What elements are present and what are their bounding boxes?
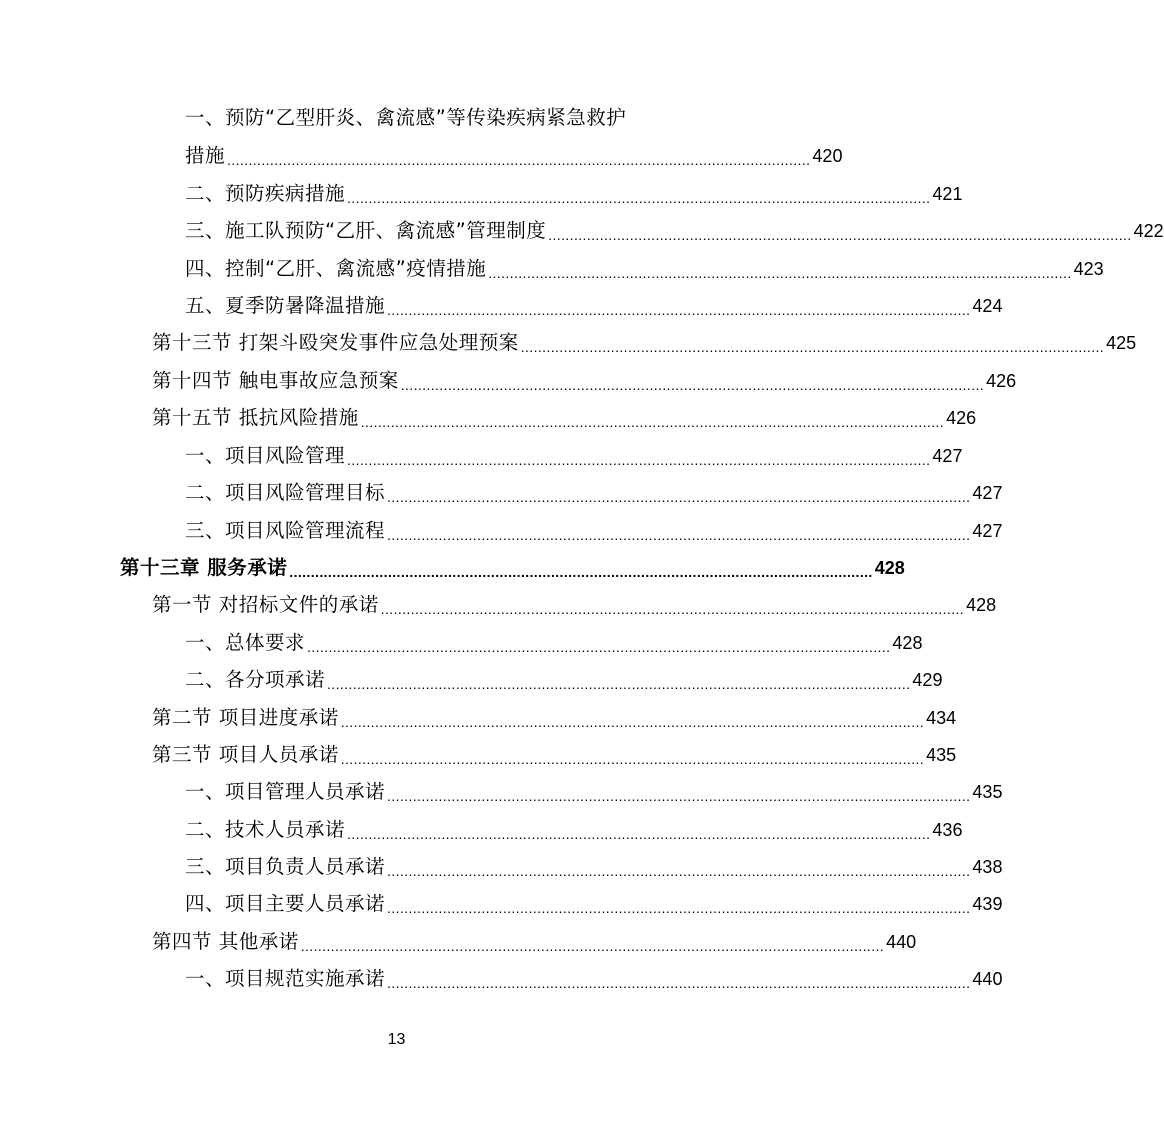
toc-entry[interactable] [185,141,843,171]
toc-leader-dots: ........................................................................................................................................ [488,265,1072,281]
toc-entry-title: 第十三章 服务承诺 [120,556,288,579]
toc-leader-dots: ........................................................................................................................................ [347,190,931,206]
toc-entry-title: 二、技术人员承诺 [185,818,346,841]
toc-page-number: 420 [812,146,843,166]
toc-page-number: 426 [946,408,977,428]
toc-entry[interactable] [152,366,1017,396]
toc-entry[interactable] [185,964,1003,994]
toc-page-number: 422 [1133,221,1164,241]
toc-leader-dots: ........................................................................................................................................ [387,788,971,804]
toc-entry[interactable] [185,628,923,658]
toc-leader-dots: ........................................................................................................................................ [340,751,925,767]
toc-leader-dots: ........................................................................................................................................ [387,527,971,543]
toc-page-number: 423 [1073,259,1104,279]
toc-leader-dots: ........................................................................................................................................ [387,900,971,916]
toc-entry-title: 二、各分项承诺 [185,668,326,691]
toc-entry-title: 一、项目管理人员承诺 [185,780,386,803]
toc-entry-title: 五、夏季防暑降温措施 [185,294,386,317]
toc-page-number: 435 [972,782,1003,802]
toc-entry-title: 第二节 项目进度承诺 [152,706,339,729]
toc-leader-dots: ........................................................................................................................................ [340,714,925,730]
toc-leader-dots: ........................................................................................................................................ [400,377,985,393]
toc-entry[interactable] [185,665,943,695]
toc-entry-title: 三、项目风险管理流程 [185,519,386,542]
toc-entry-title: 措施 [185,144,226,167]
toc-leader-dots: ........................................................................................................................................ [387,489,971,505]
toc-chapter-entry[interactable] [120,553,905,583]
toc-entry[interactable] [152,590,997,620]
toc-entry[interactable] [185,254,1104,284]
toc-entry[interactable] [152,927,917,957]
toc-page-number: 426 [986,371,1017,391]
toc-entry-title: 第三节 项目人员承诺 [152,743,339,766]
toc-entry-title: 二、项目风险管理目标 [185,481,386,504]
toc-page-number: 436 [932,820,963,840]
toc-page-number: 434 [926,708,957,728]
toc-page-number: 440 [886,932,917,952]
toc-leader-dots: ........................................................................................................................................ [227,152,811,168]
page-number-footer: 13 [387,1031,406,1048]
toc-leader-dots: ........................................................................................................................................ [548,227,1132,243]
toc-entry[interactable] [185,777,1003,807]
toc-leader-dots: ........................................................................................................................................ [387,975,971,991]
toc-entry[interactable] [185,441,963,471]
toc-entry[interactable] [185,516,1003,546]
toc-entry-title: 四、项目主要人员承诺 [185,892,386,915]
toc-page-number: 421 [932,184,963,204]
toc-entry-title: 第十四节 触电事故应急预案 [152,369,399,392]
toc-page-number: 428 [966,595,997,615]
toc-entry[interactable] [185,291,1003,321]
toc-leader-dots: ........................................................................................................................................ [347,826,931,842]
toc-page-number: 428 [892,633,923,653]
toc-entry-title: 第十五节 抵抗风险措施 [152,406,359,429]
toc-page-number: 425 [1106,333,1137,353]
toc-entry-title: 第四节 其他承诺 [152,930,299,953]
toc-leader-dots: ........................................................................................................................................ [360,414,945,430]
toc-entry-title: 第十三节 打架斗殴突发事件应急处理预案 [152,331,519,354]
toc-leader-dots: ........................................................................................................................................ [347,452,931,468]
toc-leader-dots: ........................................................................................................................................ [307,639,891,655]
toc-entry-title: 第一节 对招标文件的承诺 [152,593,379,616]
toc-page-number: 427 [972,521,1003,541]
toc-leader-dots: ........................................................................................................................................ [520,339,1105,355]
toc-entry-title: 一、项目风险管理 [185,444,346,467]
toc-entry-title: 三、项目负责人员承诺 [185,855,386,878]
toc-leader-dots: ........................................................................................................................................ [289,564,873,580]
toc-entry-title: 二、预防疾病措施 [185,182,346,205]
toc-leader-dots: ........................................................................................................................................ [387,302,971,318]
toc-leader-dots: ........................................................................................................................................ [387,863,971,879]
toc-entry-title: 一、项目规范实施承诺 [185,967,386,990]
toc-leader-dots: ........................................................................................................................................ [327,676,911,692]
toc-page-number: 427 [932,446,963,466]
toc-entry[interactable] [152,703,957,733]
toc-entry[interactable] [185,889,1003,919]
toc-page-number: 438 [972,857,1003,877]
toc-page-number: 427 [972,483,1003,503]
toc-leader-dots: ........................................................................................................................................ [300,938,885,954]
toc-page-number: 429 [912,670,943,690]
toc-entry-title: 三、施工队预防“乙肝、禽流感”管理制度 [185,219,547,242]
toc-entry[interactable] [185,478,1003,508]
toc-page-number: 424 [972,296,1003,316]
toc-entry-title: 四、控制“乙肝、禽流感”疫情措施 [185,257,487,280]
toc-entry-title: 一、总体要求 [185,631,306,654]
toc-page-number: 428 [874,558,905,578]
toc-entry-title-line1: 一、预防“乙型肝炎、禽流感”等传染疾病紧急救护 [185,106,627,129]
toc-entry[interactable] [185,815,963,845]
toc-entry[interactable] [152,328,1137,358]
toc-entry[interactable] [185,852,1003,882]
toc-page-number: 435 [926,745,957,765]
toc-page-number: 439 [972,894,1003,914]
toc-entry[interactable] [152,740,957,770]
toc-entry[interactable] [185,216,1164,246]
toc-entry[interactable] [152,403,977,433]
toc-leader-dots: ........................................................................................................................................ [380,601,965,617]
toc-page-number: 440 [972,969,1003,989]
toc-entry[interactable] [185,179,963,209]
